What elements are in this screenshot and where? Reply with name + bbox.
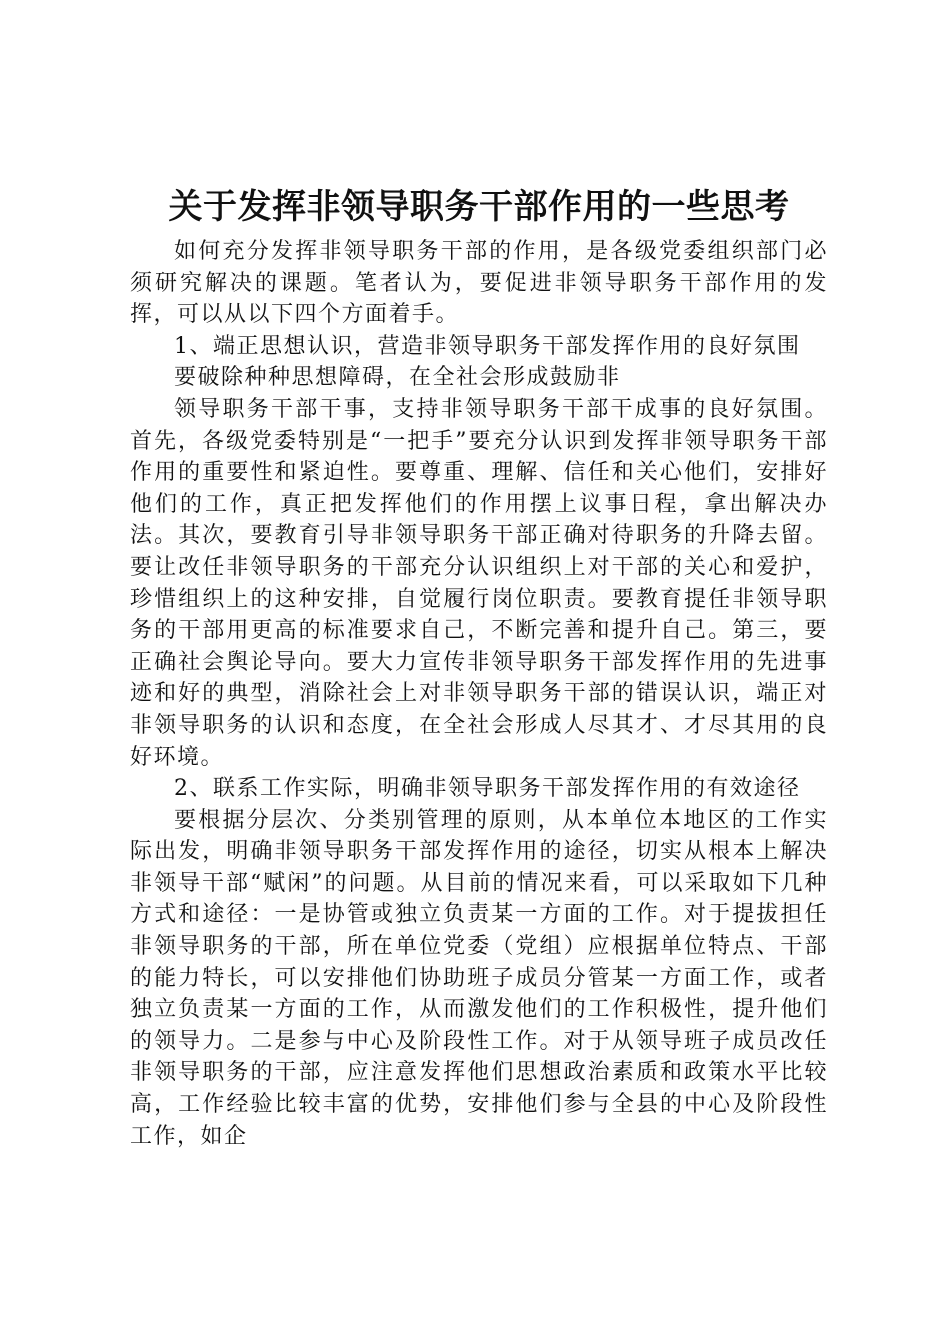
section-1-first-line: 要破除种种思想障碍，在全社会形成鼓励非 — [174, 365, 621, 391]
document-page — [130, 182, 828, 1152]
section-1-body: 领导职务干部干事，支持非领导职务干部干成事的良好氛围。首先，各级党委特别是“一把手”要充分认识到发挥非领导职务干部作用的重要性和紧迫性。要尊重、理解、信任和关心他们，安排好他们的工作，真正把发挥他们的作用摆上议事日程，拿出解决办法。其次，要教育引导非领导职务干部正确对待职务的升降去留。要让改任非领导职务的干部充分认识组织上对干部的关心和爱护，珍惜组织上的这种安排，自觉履行岗位职责。要教育提任非领导职务的干部用更高的标准要求自己，不断完善和提升自己。第三，要正确社会舆论导向。要大力宣传非领导职务干部发挥作用的先进事迹和好的典型，消除社会上对非领导职务干部的错误认识，端正对非领导职务的认识和态度，在全社会形成人尽其才、才尽其用的良好环境。 — [130, 396, 828, 770]
section-2-heading: 2、联系工作实际，明确非领导职务干部发挥作用的有效途径 — [174, 776, 801, 802]
intro-paragraph: 如何充分发挥非领导职务干部的作用，是各级党委组织部门必须研究解决的课题。笔者认为，要促进非领导职务干部作用的发挥，可以从以下四个方面着手。 — [130, 239, 828, 328]
section-2-body: 要根据分层次、分类别管理的原则，从本单位本地区的工作实际出发，明确非领导职务干部发挥作用的途径，切实从根本上解决非领导干部“赋闲”的问题。从目前的情况来看，可以采取如下几种方式和途径：一是协管或独立负责某一方面的工作。对于提拔担任非领导职务的干部，所在单位党委（党组）应根据单位特点、干部的能力特长，可以安排他们协助班子成员分管某一方面工作，或者独立负责某一方面的工作，从而激发他们的工作积极性，提升他们的领导力。二是参与中心及阶段性工作。对于从领导班子成员改任非领导职务的干部，应注意发挥他们思想政治素质和政策水平比较高，工作经验比较丰富的优势，安排他们参与全县的中心及阶段性工作，如企 — [130, 807, 828, 1149]
section-1-heading: 1、端正思想认识，营造非领导职务干部发挥作用的良好氛围 — [174, 333, 801, 359]
document-title: 关于发挥非领导职务干部作用的一些思考 — [168, 187, 790, 227]
